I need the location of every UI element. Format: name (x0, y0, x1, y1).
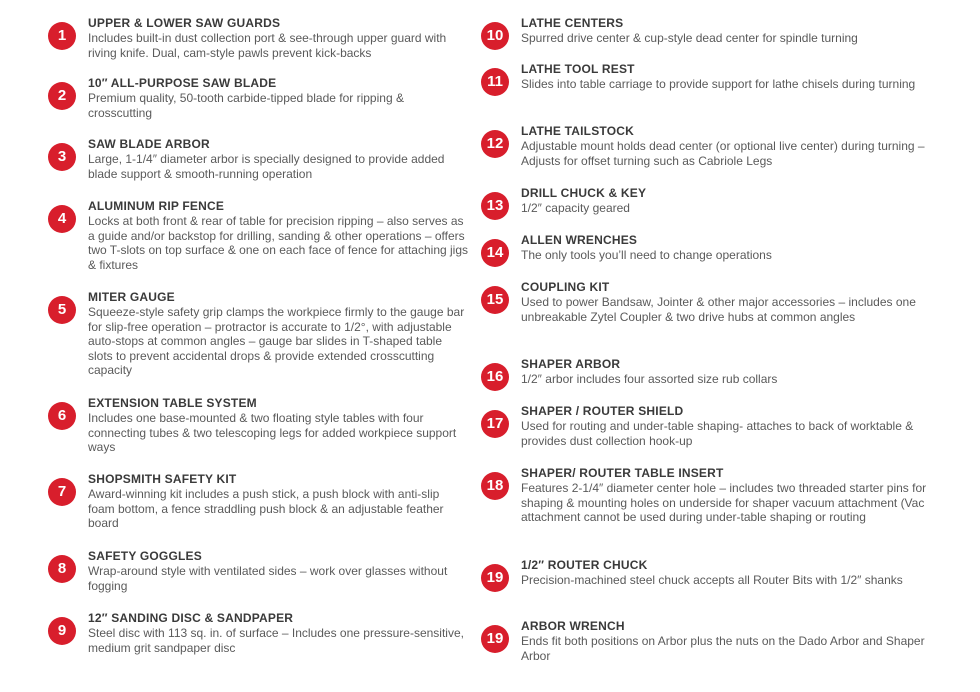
item-text (88, 290, 468, 378)
item-title: 10″ ALL-PURPOSE SAW BLADE (88, 76, 277, 90)
item-text (521, 62, 931, 92)
item-text (521, 357, 931, 387)
item-text (521, 404, 931, 448)
item-text (88, 137, 468, 181)
number-badge: 1 (48, 22, 76, 50)
item-text (88, 472, 468, 531)
number-badge: 18 (481, 472, 509, 500)
item-description: Award-winning kit includes a push stick, a push block with anti-slip foam bottom, a fence straddling push block & an adjustable feather board (88, 487, 444, 531)
item-title: EXTENSION TABLE SYSTEM (88, 396, 257, 410)
number-badge: 9 (48, 617, 76, 645)
number-badge: 6 (48, 402, 76, 430)
item-description: Features 2-1/4″ diameter center hole – includes two threaded starter pins for shaping & mounting holes on underside for shaper vacuum attachment (Vac attachment cannot be used during under-table shaping or routing (521, 481, 927, 525)
item-title: 1/2″ ROUTER CHUCK (521, 558, 648, 572)
item-description: Adjustable mount holds dead center (or optional live center) during turning – Adjusts for offset turning such as Cabriole Legs (521, 139, 925, 168)
number-badge: 17 (481, 410, 509, 438)
number-badge: 13 (481, 192, 509, 220)
item-title: ALUMINUM RIP FENCE (88, 199, 225, 213)
item-title: UPPER & LOWER SAW GUARDS (88, 16, 281, 30)
item-title: ARBOR WRENCH (521, 619, 625, 633)
item-text (521, 16, 931, 46)
number-badge: 16 (481, 363, 509, 391)
number-badge: 12 (481, 130, 509, 158)
item-title: SHAPER / ROUTER SHIELD (521, 404, 684, 418)
item-title: LATHE TOOL REST (521, 62, 635, 76)
item-title: SHAPER/ ROUTER TABLE INSERT (521, 466, 724, 480)
item-title: 12″ SANDING DISC & SANDPAPER (88, 611, 294, 625)
item-description: Premium quality, 50-tooth carbide-tipped blade for ripping & crosscutting (88, 91, 404, 120)
item-text (88, 199, 468, 272)
item-title: DRILL CHUCK & KEY (521, 186, 647, 200)
item-title: SAFETY GOGGLES (88, 549, 202, 563)
item-text (521, 233, 931, 263)
item-title: SAW BLADE ARBOR (88, 137, 210, 151)
item-title: SHOPSMITH SAFETY KIT (88, 472, 237, 486)
item-text (88, 16, 468, 60)
item-title: LATHE TAILSTOCK (521, 124, 634, 138)
item-description: Large, 1-1/4″ diameter arbor is specially designed to provide added blade support & smooth-running operation (88, 152, 445, 181)
item-text (88, 76, 468, 120)
number-badge: 2 (48, 82, 76, 110)
item-description: 1/2″ capacity geared (521, 201, 630, 215)
number-badge: 3 (48, 143, 76, 171)
item-title: ALLEN WRENCHES (521, 233, 638, 247)
item-description: Includes built-in dust collection port & see-through upper guard with riving knife. Dual, cam-style pawls prevent kick-backs (88, 31, 447, 60)
item-description: The only tools you’ll need to change operations (521, 248, 772, 262)
item-description: Wrap-around style with ventilated sides – work over glasses without fogging (88, 564, 448, 593)
number-badge: 11 (481, 68, 509, 96)
item-text (521, 558, 931, 588)
item-text (88, 611, 468, 655)
item-text (521, 186, 931, 216)
number-badge: 8 (48, 555, 76, 583)
number-badge: 14 (481, 239, 509, 267)
number-badge: 7 (48, 478, 76, 506)
item-description: Steel disc with 113 sq. in. of surface – Includes one pressure-sensitive, medium grit sandpaper disc (88, 626, 464, 655)
item-text (521, 280, 931, 324)
item-title: SHAPER ARBOR (521, 357, 621, 371)
item-text (88, 396, 468, 455)
item-description: Slides into table carriage to provide support for lathe chisels during turning (521, 77, 916, 91)
item-text (88, 549, 468, 593)
item-description: Used to power Bandsaw, Jointer & other major accessories – includes one unbreakable Zytel Coupler & two drive hubs at common angles (521, 295, 916, 324)
number-badge: 15 (481, 286, 509, 314)
item-description: Ends fit both positions on Arbor plus the nuts on the Dado Arbor and Shaper Arbor (521, 634, 925, 663)
item-description: Locks at both front & rear of table for precision ripping – also serves as a guide and/or backstop for drilling, sanding & other operations – offers two T-slots on top surface & one on each face of fence for attaching jigs & fixtures (88, 214, 469, 272)
number-badge: 19 (481, 564, 509, 592)
item-text (521, 466, 931, 525)
item-description: Spurred drive center & cup-style dead center for spindle turning (521, 31, 858, 45)
number-badge: 5 (48, 296, 76, 324)
number-badge: 19 (481, 625, 509, 653)
item-title: LATHE CENTERS (521, 16, 624, 30)
item-title: MITER GAUGE (88, 290, 175, 304)
item-description: Precision-machined steel chuck accepts all Router Bits with 1/2″ shanks (521, 573, 903, 587)
item-text (521, 619, 931, 663)
item-description: 1/2″ arbor includes four assorted size rub collars (521, 372, 778, 386)
item-description: Squeeze-style safety grip clamps the workpiece firmly to the gauge bar for slip-free operation – protractor is accurate to 1/2°, with adjustable auto-stops at common angles – gauge bar slides in T-shaped table slots to prevent accidental drops & provide extended crosscutting capacity (88, 305, 465, 378)
item-description: Includes one base-mounted & two floating style tables with four connecting tubes & two telescoping legs for added workpiece support ways (88, 411, 457, 455)
number-badge: 4 (48, 205, 76, 233)
number-badge: 10 (481, 22, 509, 50)
item-description: Used for routing and under-table shaping- attaches to back of worktable & provides dust collection hook-up (521, 419, 914, 448)
item-title: COUPLING KIT (521, 280, 610, 294)
item-text (521, 124, 931, 168)
